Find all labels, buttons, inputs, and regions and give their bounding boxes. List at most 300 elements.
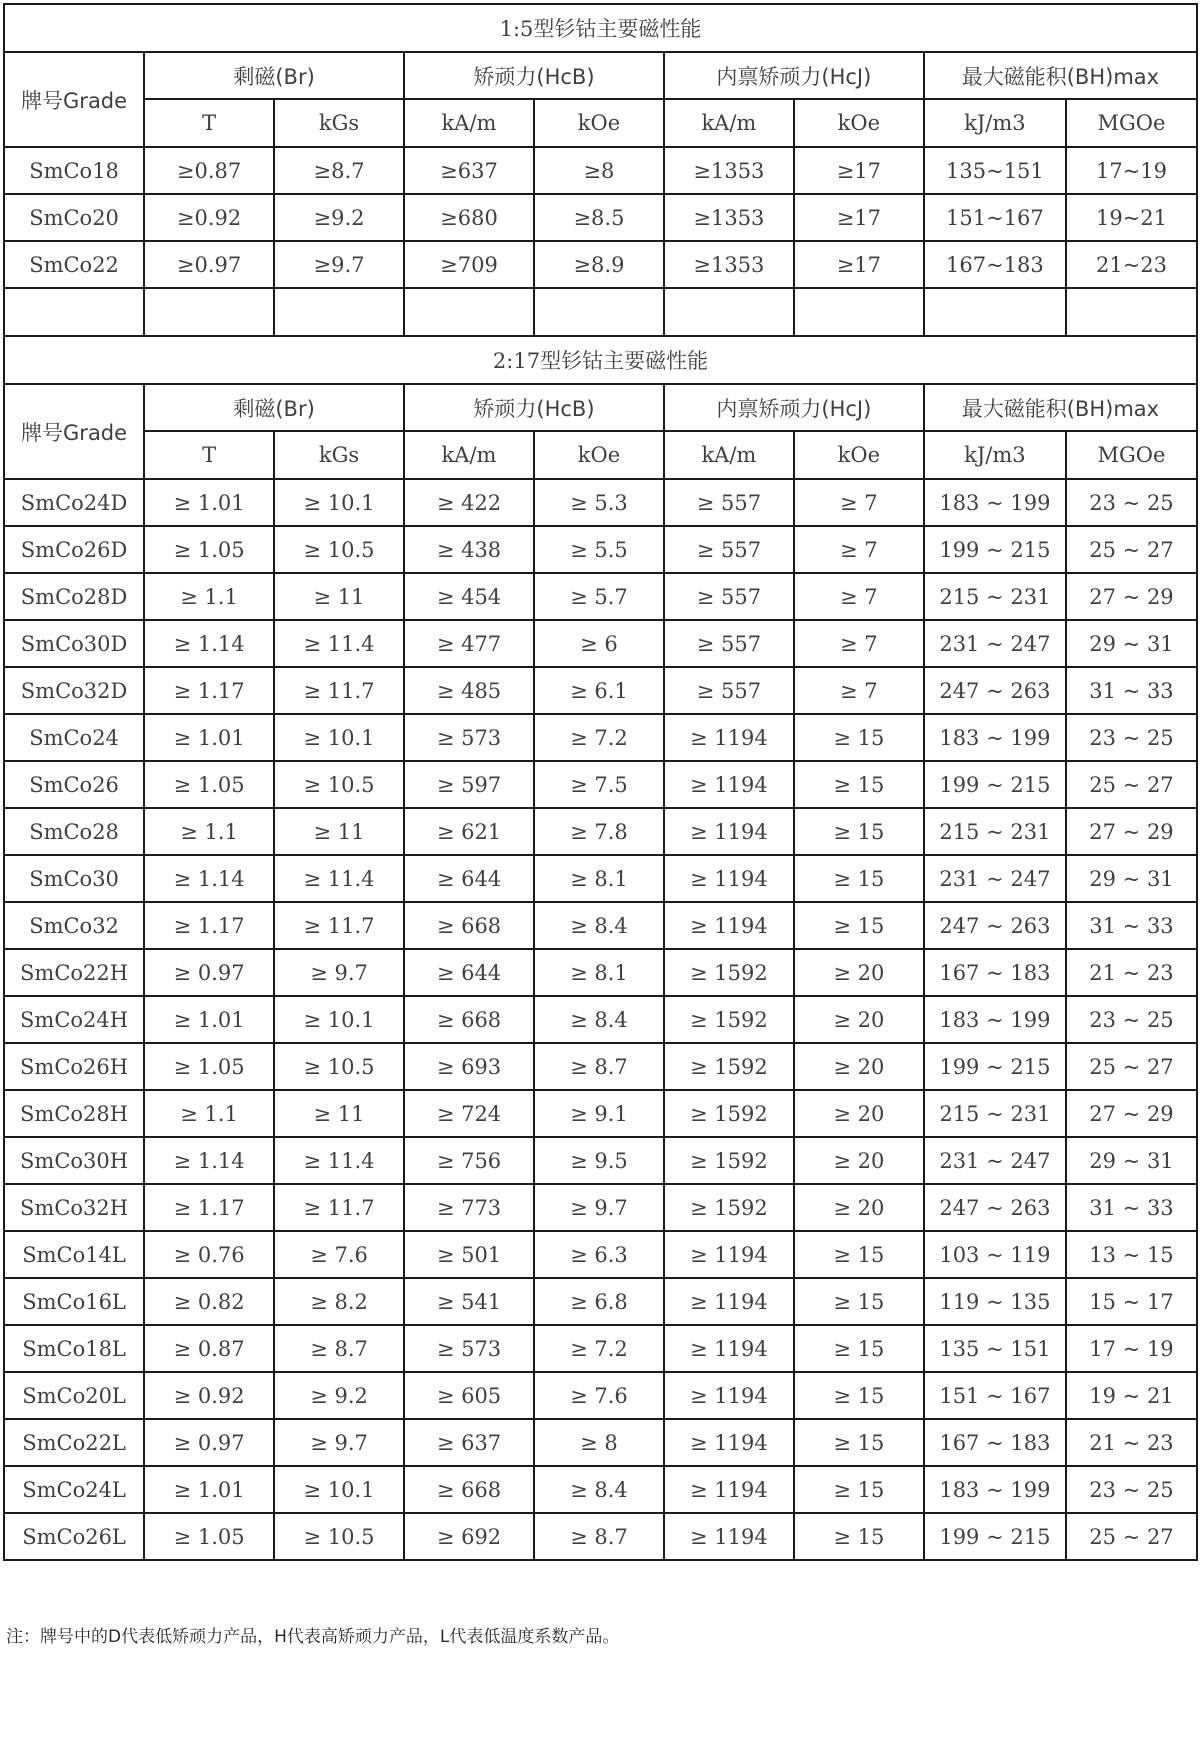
value-cell: 17 ~ 19 [1066,1325,1197,1372]
value-cell: 135~151 [924,147,1066,194]
value-cell: ≥1353 [664,241,794,288]
value-cell: ≥ 773 [404,1184,534,1231]
value-cell: ≥ 15 [794,1278,924,1325]
value-cell: ≥ 20 [794,949,924,996]
section2-group-header: 最大磁能积(BH)max [924,384,1197,431]
grade-cell: SmCo18 [4,147,144,194]
value-cell: ≥ 0.97 [144,949,274,996]
value-cell: 199 ~ 215 [924,1513,1066,1560]
section2-unit-cell: T [144,431,274,479]
value-cell: ≥ 557 [664,667,794,714]
value-cell: 19 ~ 21 [1066,1372,1197,1419]
value-cell: ≥ 10.5 [274,1513,404,1560]
section1-group-header: 内禀矫顽力(HcJ) [664,52,924,99]
value-cell: ≥ 557 [664,479,794,526]
value-cell: ≥ 8.7 [534,1513,664,1560]
value-cell: ≥1353 [664,194,794,241]
value-cell: 27 ~ 29 [1066,1090,1197,1137]
value-cell: 25 ~ 27 [1066,1513,1197,1560]
value-cell: 29 ~ 31 [1066,620,1197,667]
value-cell: ≥ 10.1 [274,996,404,1043]
section2-group-header: 剩磁(Br) [144,384,404,431]
value-cell: ≥ 1.1 [144,808,274,855]
value-cell: ≥709 [404,241,534,288]
section2-unit-cell: kOe [794,431,924,479]
value-cell: ≥ 1.1 [144,573,274,620]
value-cell: ≥ 15 [794,714,924,761]
value-cell: ≥ 0.92 [144,1372,274,1419]
section1-unit-cell: kOe [794,99,924,147]
value-cell: ≥ 8 [534,1419,664,1466]
value-cell: 231 ~ 247 [924,1137,1066,1184]
value-cell: ≥ 668 [404,902,534,949]
value-cell: ≥ 454 [404,573,534,620]
section2-unit-cell: kGs [274,431,404,479]
value-cell: ≥17 [794,194,924,241]
value-cell: ≥ 1592 [664,1184,794,1231]
grade-cell: SmCo24H [4,996,144,1043]
value-cell: ≥ 11 [274,573,404,620]
value-cell: ≥ 668 [404,1466,534,1513]
value-cell: ≥ 1194 [664,808,794,855]
grade-cell: SmCo14L [4,1231,144,1278]
value-cell: ≥ 15 [794,902,924,949]
value-cell: ≥ 11.7 [274,902,404,949]
value-cell: ≥ 637 [404,1419,534,1466]
value-cell: 13 ~ 15 [1066,1231,1197,1278]
value-cell: ≥ 1.14 [144,620,274,667]
value-cell: 21~23 [1066,241,1197,288]
grade-cell: SmCo26 [4,761,144,808]
table-row [4,949,1197,996]
table-row [4,1372,1197,1419]
value-cell: ≥ 9.7 [274,1419,404,1466]
value-cell: ≥ 7 [794,667,924,714]
value-cell: 167 ~ 183 [924,949,1066,996]
value-cell: ≥ 8.4 [534,902,664,949]
section1-group-header: 剩磁(Br) [144,52,404,99]
value-cell: ≥ 1194 [664,1372,794,1419]
value-cell: ≥ 1.1 [144,1090,274,1137]
value-cell: 231 ~ 247 [924,620,1066,667]
value-cell: ≥ 20 [794,1137,924,1184]
section1-unit-cell: kGs [274,99,404,147]
section2-title-row [4,336,1197,384]
grade-cell: SmCo22L [4,1419,144,1466]
blank-cell [1066,288,1197,336]
value-cell: 23 ~ 25 [1066,479,1197,526]
table-row [4,1184,1197,1231]
table-row [4,1466,1197,1513]
value-cell: ≥ 7 [794,526,924,573]
value-cell: ≥680 [404,194,534,241]
grade-cell: SmCo30 [4,855,144,902]
value-cell: ≥ 20 [794,996,924,1043]
section1-unit-cell: T [144,99,274,147]
value-cell: ≥ 10.1 [274,714,404,761]
value-cell: ≥ 1.01 [144,996,274,1043]
value-cell: ≥ 6.8 [534,1278,664,1325]
value-cell: 119 ~ 135 [924,1278,1066,1325]
value-cell: ≥ 692 [404,1513,534,1560]
value-cell: ≥ 756 [404,1137,534,1184]
value-cell: 199 ~ 215 [924,761,1066,808]
value-cell: ≥8 [534,147,664,194]
blank-cell [144,288,274,336]
blank-cell [274,288,404,336]
value-cell: ≥ 1194 [664,855,794,902]
value-cell: ≥ 724 [404,1090,534,1137]
table-row [4,855,1197,902]
table-row [4,667,1197,714]
section1-unit-cell: kA/m [404,99,534,147]
value-cell: ≥ 1592 [664,1090,794,1137]
blank-cell [794,288,924,336]
value-cell: ≥ 8.1 [534,855,664,902]
value-cell: ≥ 8.1 [534,949,664,996]
value-cell: ≥ 11.7 [274,667,404,714]
value-cell: 247 ~ 263 [924,1184,1066,1231]
value-cell: ≥ 1.17 [144,902,274,949]
value-cell: ≥ 6.3 [534,1231,664,1278]
value-cell: ≥ 597 [404,761,534,808]
value-cell: ≥ 11 [274,808,404,855]
value-cell: 23 ~ 25 [1066,996,1197,1043]
value-cell: ≥8.7 [274,147,404,194]
value-cell: 247 ~ 263 [924,667,1066,714]
value-cell: 29 ~ 31 [1066,855,1197,902]
value-cell: 31 ~ 33 [1066,902,1197,949]
value-cell: ≥637 [404,147,534,194]
value-cell: ≥ 621 [404,808,534,855]
value-cell: ≥ 477 [404,620,534,667]
value-cell: 27 ~ 29 [1066,808,1197,855]
value-cell: ≥ 1592 [664,996,794,1043]
value-cell: ≥ 557 [664,573,794,620]
table-row [4,620,1197,667]
value-cell: 31 ~ 33 [1066,667,1197,714]
value-cell: ≥ 1592 [664,949,794,996]
value-cell: ≥ 11.4 [274,1137,404,1184]
value-cell: 17~19 [1066,147,1197,194]
value-cell: ≥ 7.2 [534,1325,664,1372]
value-cell: ≥ 8.4 [534,996,664,1043]
value-cell: ≥ 1.14 [144,855,274,902]
value-cell: ≥ 15 [794,1372,924,1419]
value-cell: 199 ~ 215 [924,526,1066,573]
table-row [4,1231,1197,1278]
grade-cell: SmCo22 [4,241,144,288]
table-body [4,4,1197,1560]
grade-cell: SmCo22H [4,949,144,996]
section2-unit-cell: kA/m [404,431,534,479]
table-row [4,147,1197,194]
table-row [4,241,1197,288]
value-cell: ≥ 1194 [664,1278,794,1325]
section2-title: 2:17型钐钴主要磁性能 [4,336,1197,384]
value-cell: ≥ 1194 [664,714,794,761]
value-cell: ≥ 1194 [664,761,794,808]
value-cell: ≥ 1194 [664,1419,794,1466]
value-cell: ≥ 0.82 [144,1278,274,1325]
value-cell: ≥ 1194 [664,1231,794,1278]
grade-cell: SmCo28 [4,808,144,855]
value-cell: ≥ 7.5 [534,761,664,808]
value-cell: ≥ 10.5 [274,1043,404,1090]
value-cell: ≥ 1.05 [144,1043,274,1090]
table-row [4,902,1197,949]
value-cell: 215 ~ 231 [924,573,1066,620]
value-cell: ≥0.87 [144,147,274,194]
value-cell: ≥ 1194 [664,1325,794,1372]
value-cell: ≥ 5.3 [534,479,664,526]
value-cell: ≥ 15 [794,1466,924,1513]
value-cell: 183 ~ 199 [924,714,1066,761]
value-cell: ≥ 438 [404,526,534,573]
value-cell: ≥ 15 [794,1231,924,1278]
value-cell: ≥ 15 [794,808,924,855]
value-cell: ≥ 1.05 [144,526,274,573]
section2-unit-cell: kJ/m3 [924,431,1066,479]
value-cell: ≥ 557 [664,526,794,573]
value-cell: ≥9.7 [274,241,404,288]
value-cell: ≥ 1.14 [144,1137,274,1184]
value-cell: 25 ~ 27 [1066,1043,1197,1090]
value-cell: ≥ 20 [794,1184,924,1231]
table-row [4,761,1197,808]
blank-cell [924,288,1066,336]
section2-grade-header: 牌号Grade [4,384,144,479]
value-cell: ≥ 0.97 [144,1419,274,1466]
value-cell: 103 ~ 119 [924,1231,1066,1278]
value-cell: ≥ 7 [794,573,924,620]
value-cell: 19~21 [1066,194,1197,241]
section1-group-header: 最大磁能积(BH)max [924,52,1197,99]
grade-cell: SmCo32 [4,902,144,949]
value-cell: ≥1353 [664,147,794,194]
table-row [4,573,1197,620]
grade-cell: SmCo24D [4,479,144,526]
value-cell: ≥ 7.6 [274,1231,404,1278]
value-cell: ≥ 15 [794,855,924,902]
grade-cell: SmCo26L [4,1513,144,1560]
grade-cell: SmCo30H [4,1137,144,1184]
value-cell: ≥ 7.6 [534,1372,664,1419]
table-row [4,194,1197,241]
value-cell: ≥ 693 [404,1043,534,1090]
blank-cell [664,288,794,336]
table-row [4,808,1197,855]
value-cell: ≥ 8.7 [534,1043,664,1090]
value-cell: ≥ 9.1 [534,1090,664,1137]
table-row [4,1090,1197,1137]
value-cell: ≥ 573 [404,714,534,761]
value-cell: ≥17 [794,147,924,194]
value-cell: ≥ 501 [404,1231,534,1278]
value-cell: ≥ 1.05 [144,761,274,808]
value-cell: ≥17 [794,241,924,288]
value-cell: ≥ 1.17 [144,1184,274,1231]
value-cell: 21 ~ 23 [1066,1419,1197,1466]
value-cell: 151~167 [924,194,1066,241]
value-cell: ≥ 0.76 [144,1231,274,1278]
value-cell: ≥ 10.1 [274,479,404,526]
value-cell: ≥ 6 [534,620,664,667]
value-cell: ≥ 7 [794,479,924,526]
value-cell: ≥ 422 [404,479,534,526]
blank-cell [404,288,534,336]
grade-cell: SmCo24 [4,714,144,761]
value-cell: ≥8.5 [534,194,664,241]
grade-cell: SmCo28D [4,573,144,620]
value-cell: ≥ 1.01 [144,1466,274,1513]
table-row [4,1513,1197,1560]
value-cell: ≥ 15 [794,761,924,808]
value-cell: ≥ 15 [794,1325,924,1372]
blank-cell [534,288,664,336]
value-cell: ≥ 11.4 [274,855,404,902]
value-cell: 15 ~ 17 [1066,1278,1197,1325]
value-cell: 199 ~ 215 [924,1043,1066,1090]
value-cell: ≥ 1.01 [144,714,274,761]
magnetic-properties-table [3,3,1198,1561]
value-cell: 23 ~ 25 [1066,714,1197,761]
table-row [4,1419,1197,1466]
value-cell: ≥ 1.17 [144,667,274,714]
value-cell: 167 ~ 183 [924,1419,1066,1466]
table-row [4,1043,1197,1090]
section1-units-row [4,99,1197,147]
value-cell: ≥ 5.7 [534,573,664,620]
section1-group-header: 矫顽力(HcB) [404,52,664,99]
value-cell: 25 ~ 27 [1066,526,1197,573]
value-cell: ≥ 9.7 [534,1184,664,1231]
value-cell: ≥ 9.2 [274,1372,404,1419]
grade-cell: SmCo18L [4,1325,144,1372]
value-cell: 29 ~ 31 [1066,1137,1197,1184]
section2-unit-cell: kA/m [664,431,794,479]
section1-unit-cell: kOe [534,99,664,147]
value-cell: 151 ~ 167 [924,1372,1066,1419]
section1-title: 1:5型钐钴主要磁性能 [4,4,1197,52]
table-row [4,996,1197,1043]
value-cell: ≥0.97 [144,241,274,288]
grade-cell: SmCo26D [4,526,144,573]
value-cell: 31 ~ 33 [1066,1184,1197,1231]
value-cell: ≥ 1194 [664,902,794,949]
value-cell: ≥ 8.4 [534,1466,664,1513]
value-cell: 27 ~ 29 [1066,573,1197,620]
value-cell: ≥ 1592 [664,1137,794,1184]
value-cell: ≥ 644 [404,949,534,996]
blank-cell [4,288,144,336]
value-cell: ≥0.92 [144,194,274,241]
value-cell: ≥ 15 [794,1513,924,1560]
value-cell: ≥ 1.05 [144,1513,274,1560]
section2-group-header: 矫顽力(HcB) [404,384,664,431]
value-cell: ≥ 541 [404,1278,534,1325]
value-cell: ≥ 8.7 [274,1325,404,1372]
value-cell: ≥ 20 [794,1043,924,1090]
value-cell: ≥ 605 [404,1372,534,1419]
value-cell: 231 ~ 247 [924,855,1066,902]
value-cell: ≥ 11 [274,1090,404,1137]
table-row [4,1137,1197,1184]
value-cell: ≥ 7.8 [534,808,664,855]
value-cell: 167~183 [924,241,1066,288]
section1-grade-header: 牌号Grade [4,52,144,147]
table-row [4,526,1197,573]
value-cell: ≥ 15 [794,1419,924,1466]
value-cell: ≥ 11.4 [274,620,404,667]
value-cell: ≥ 9.5 [534,1137,664,1184]
grade-cell: SmCo20L [4,1372,144,1419]
table-row [4,714,1197,761]
value-cell: ≥ 7.2 [534,714,664,761]
table-row [4,479,1197,526]
value-cell: ≥ 10.1 [274,1466,404,1513]
grade-cell: SmCo32D [4,667,144,714]
value-cell: 247 ~ 263 [924,902,1066,949]
value-cell: ≥ 668 [404,996,534,1043]
value-cell: ≥ 9.7 [274,949,404,996]
grade-cell: SmCo32H [4,1184,144,1231]
value-cell: ≥ 1194 [664,1513,794,1560]
value-cell: ≥9.2 [274,194,404,241]
value-cell: 215 ~ 231 [924,1090,1066,1137]
section1-unit-cell: kJ/m3 [924,99,1066,147]
section1-title-row [4,4,1197,52]
grade-cell: SmCo16L [4,1278,144,1325]
blank-row [4,288,1197,336]
section2-group-header-row [4,384,1197,431]
value-cell: ≥ 10.5 [274,526,404,573]
value-cell: ≥ 10.5 [274,761,404,808]
value-cell: 183 ~ 199 [924,996,1066,1043]
grade-cell: SmCo24L [4,1466,144,1513]
grade-cell: SmCo26H [4,1043,144,1090]
value-cell: ≥ 1592 [664,1043,794,1090]
value-cell: 215 ~ 231 [924,808,1066,855]
value-cell: ≥ 644 [404,855,534,902]
value-cell: ≥ 8.2 [274,1278,404,1325]
section1-unit-cell: MGOe [1066,99,1197,147]
section1-group-header-row [4,52,1197,99]
grade-cell: SmCo28H [4,1090,144,1137]
value-cell: 135 ~ 151 [924,1325,1066,1372]
section2-unit-cell: MGOe [1066,431,1197,479]
value-cell: ≥ 1194 [664,1466,794,1513]
value-cell: ≥ 11.7 [274,1184,404,1231]
value-cell: ≥8.9 [534,241,664,288]
section1-unit-cell: kA/m [664,99,794,147]
value-cell: ≥ 485 [404,667,534,714]
value-cell: ≥ 5.5 [534,526,664,573]
value-cell: ≥ 1.01 [144,479,274,526]
section2-unit-cell: kOe [534,431,664,479]
section2-group-header: 内禀矫顽力(HcJ) [664,384,924,431]
value-cell: 21 ~ 23 [1066,949,1197,996]
grade-cell: SmCo20 [4,194,144,241]
value-cell: ≥ 20 [794,1090,924,1137]
table-row [4,1325,1197,1372]
table-row [4,1278,1197,1325]
value-cell: ≥ 0.87 [144,1325,274,1372]
value-cell: 25 ~ 27 [1066,761,1197,808]
value-cell: 23 ~ 25 [1066,1466,1197,1513]
value-cell: ≥ 6.1 [534,667,664,714]
value-cell: 183 ~ 199 [924,479,1066,526]
